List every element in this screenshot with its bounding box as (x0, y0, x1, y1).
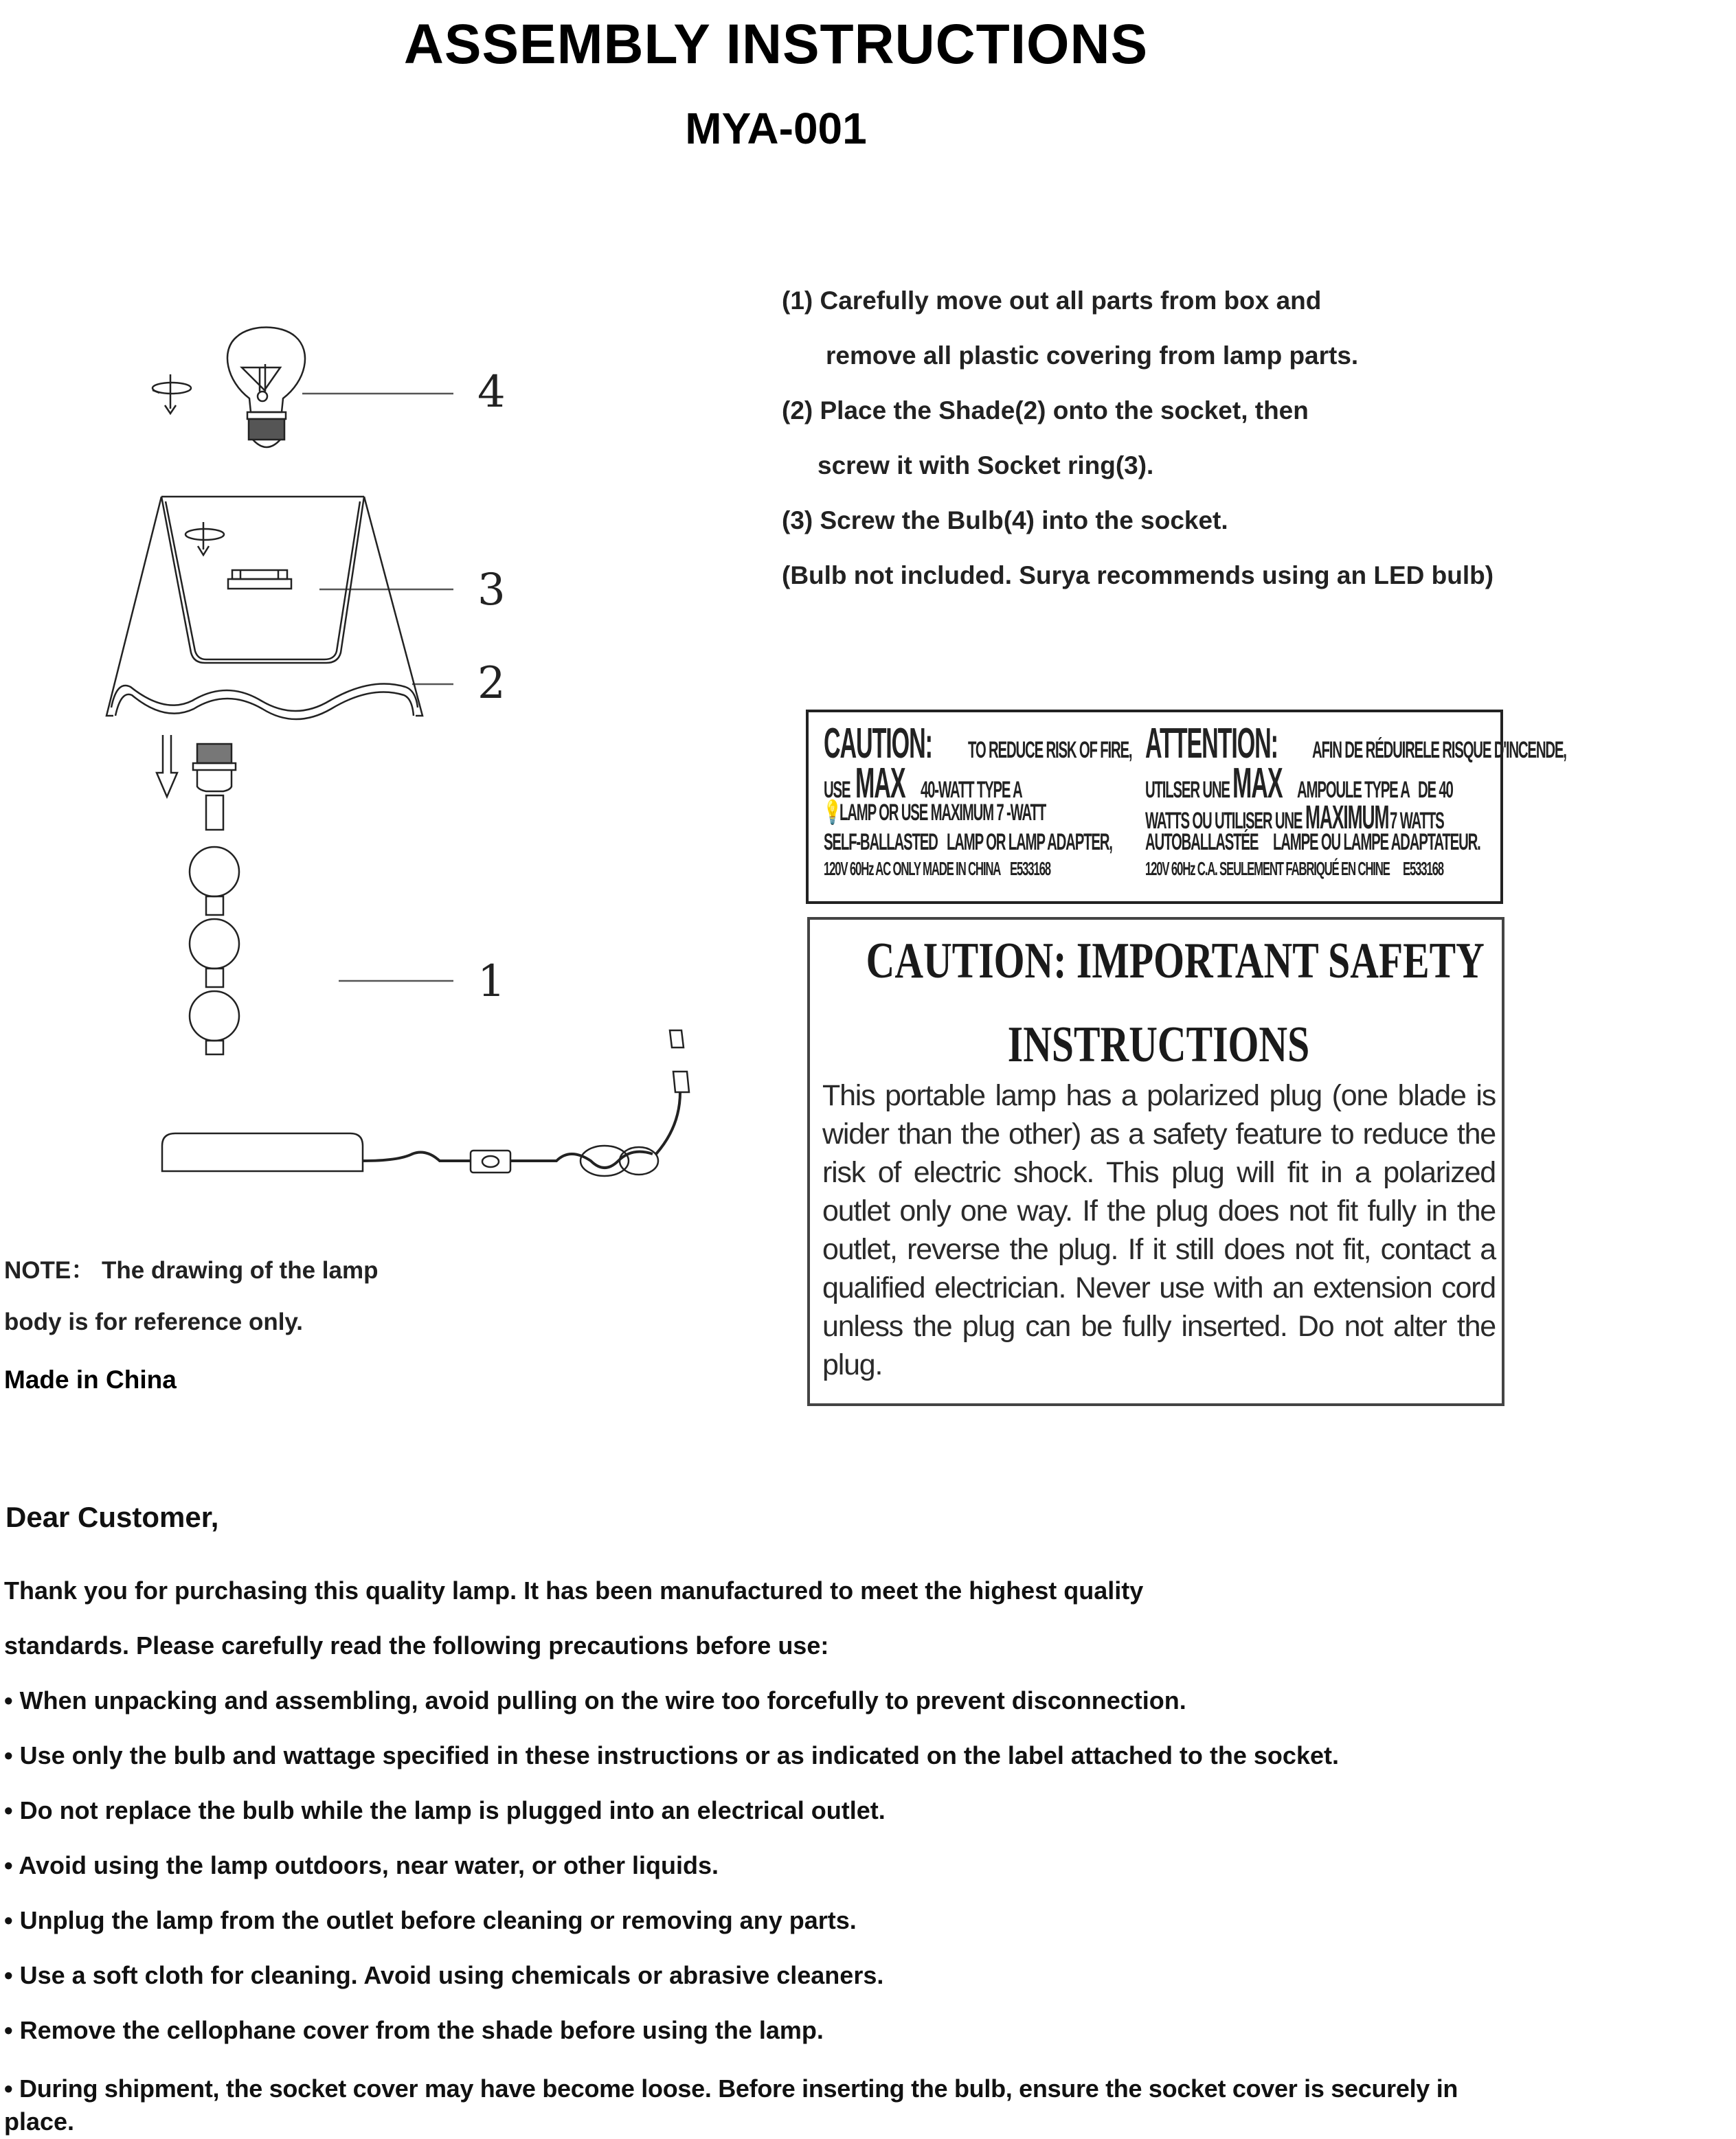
safety-title-line-1: CAUTION: IMPORTANT SAFETY (866, 933, 1485, 989)
made-in-china: Made in China (4, 1366, 177, 1394)
bulb-icon: 💡 (824, 800, 841, 826)
step-1-line-2: remove all plastic covering from lamp parts. (826, 341, 1359, 370)
letter-intro-1: Thank you for purchasing this quality lamp. It has been manufactured to meet the highest quality (4, 1576, 1144, 1605)
step-2-line-1: (2) Place the Shade(2) onto the socket, then (782, 396, 1309, 425)
label-line: 40-WATT TYPE A (920, 777, 1022, 803)
label-line: AFIN DE RÉDUIRELE RISQUE D'INCENDE, (1312, 737, 1567, 763)
precaution-item: • Use a soft cloth for cleaning. Avoid using chemicals or abrasive cleaners. (4, 1961, 884, 1989)
assembly-steps (782, 283, 1537, 613)
label-line: AUTOBALLASTÉE (1145, 829, 1259, 855)
rating-label-english (824, 719, 1153, 881)
callout-1: 1 (477, 956, 506, 1007)
label-line: USE (824, 777, 850, 803)
label-line: 7 WATTS (1390, 808, 1444, 834)
step-3: (3) Screw the Bulb(4) into the socket. (782, 506, 1228, 534)
label-line: 120V 60Hz AC ONLY MADE IN CHINA (824, 858, 1001, 879)
precaution-item: • Avoid using the lamp outdoors, near water, or other liquids. (4, 1851, 719, 1879)
label-line: TO REDUCE RISK OF FIRE, (967, 737, 1131, 763)
step-1-line-1: (1) Carefully move out all parts from box and (782, 286, 1322, 315)
letter-greeting: Dear Customer, (5, 1501, 219, 1533)
label-line: WATTS OU UTILISER UNE (1145, 808, 1303, 834)
label-line: LAMP OR USE MAXIMUM 7 -WATT (839, 800, 1046, 826)
label-line: LAMP OR LAMP ADAPTER, (946, 829, 1112, 855)
letter-intro-2: standards. Please carefully read the following precautions before use: (4, 1631, 829, 1660)
bulb-note: (Bulb not included. Surya recommends using an LED bulb) (782, 561, 1494, 589)
callout-4: 4 (477, 367, 506, 418)
down-arrow-icon (157, 735, 177, 797)
lamp-body-illustration (162, 744, 689, 1176)
label-line: UTILSER UNE (1145, 777, 1230, 803)
label-line: DE 40 (1417, 777, 1453, 803)
shade-illustration (106, 497, 422, 719)
precaution-item: • During shipment, the socket cover may have become loose. Before inserting the bulb, ensure the socket cover is securely in (4, 2074, 1458, 2103)
precaution-item: • Do not replace the bulb while the lamp is plugged into an electrical outlet. (4, 1796, 886, 1824)
model-number: MYA-001 (685, 104, 867, 153)
step-2-line-2: screw it with Socket ring(3). (818, 451, 1154, 479)
precaution-item: • Remove the cellophane cover from the shade before using the lamp. (4, 2016, 824, 2044)
certification-code: E533168 (1403, 858, 1444, 879)
precaution-item: • When unpacking and assembling, avoid pulling on the wire too forcefully to prevent disconnection. (4, 1686, 1186, 1714)
callout-3: 3 (477, 565, 506, 615)
label-line: SELF-BALLASTED (824, 829, 938, 855)
bulb-illustration (227, 328, 305, 448)
label-line: AMPOULE TYPE A (1297, 777, 1410, 803)
precaution-item: • Unplug the lamp from the outlet before cleaning or removing any parts. (4, 1906, 857, 1934)
note-line-2: body is for reference only. (4, 1309, 304, 1335)
certification-code: E533168 (1010, 858, 1050, 879)
precaution-item-continued: place. (4, 2107, 75, 2136)
label-line: 120V 60Hz C.A. SEULEMENT FABRIQUÉ EN CHINE (1145, 858, 1390, 879)
rotate-arrow-icon (153, 374, 191, 414)
precaution-item: • Use only the bulb and wattage specified in these instructions or as indicated on the label attached to the socket. (4, 1741, 1339, 1769)
rotate-arrow-icon (185, 522, 224, 555)
rating-label (806, 710, 1567, 904)
caution-heading: CAUTION: (824, 720, 932, 767)
max-emphasis: MAX (855, 760, 905, 807)
safety-body-text: This portable lamp has a polarized plug (one blade is wider than the other) as a safety feature to reduce the risk of electric shock. This plug will fit in a polarized outlet only one way. If the plug does not fit fully in the outlet, reverse the plug. If it still does not fit, contact a qualified electrician. Never use with an extension cord unless the plug can be fully inserted. Do not alter the plug. (822, 1079, 1496, 1381)
rating-label-french (1145, 719, 1567, 881)
callout-2: 2 (477, 658, 506, 709)
exploded-lamp-diagram (89, 316, 749, 1209)
safety-instructions-box (807, 917, 1504, 1406)
note-line-1: NOTE： The drawing of the lamp (4, 1257, 379, 1284)
safety-title-line-2: INSTRUCTIONS (1007, 1017, 1310, 1073)
document-title: ASSEMBLY INSTRUCTIONS (403, 13, 1149, 76)
socket-ring-illustration (228, 570, 291, 589)
attention-heading: ATTENTION: (1145, 720, 1278, 767)
label-line: LAMPE OU LAMPE ADAPTATEUR. (1273, 829, 1480, 855)
maximum-emphasis: MAXIMUM (1305, 800, 1389, 836)
max-emphasis: MAX (1232, 760, 1283, 807)
